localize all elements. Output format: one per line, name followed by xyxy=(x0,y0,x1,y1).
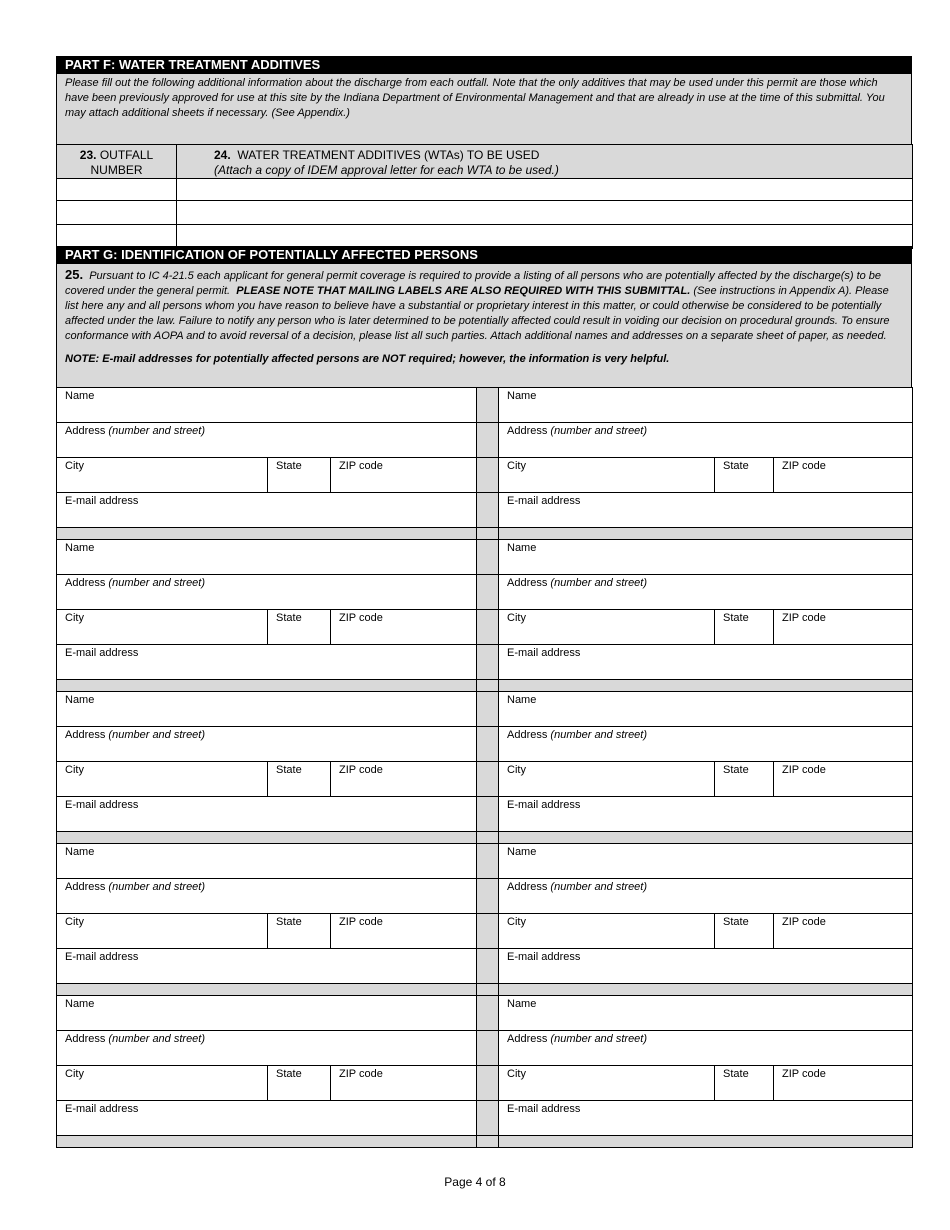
right-city-field[interactable]: City xyxy=(499,1066,715,1101)
left-email-field[interactable]: E-mail address xyxy=(57,493,477,528)
left-city-field[interactable]: City xyxy=(57,914,268,949)
person-separator xyxy=(57,1136,913,1148)
right-address-field[interactable]: Address (number and street) xyxy=(499,1031,913,1066)
person-row-name xyxy=(57,692,913,727)
part-g-section xyxy=(56,246,912,1148)
person-row-name xyxy=(57,388,913,423)
left-city-field[interactable]: City xyxy=(57,458,268,493)
column-divider xyxy=(477,762,499,797)
right-state-field[interactable]: State xyxy=(715,610,774,645)
part-g-header: PART G: IDENTIFICATION OF POTENTIALLY AFFECTED PERSONS xyxy=(56,246,912,264)
column-divider xyxy=(477,914,499,949)
person-separator xyxy=(57,832,913,844)
right-city-field[interactable]: City xyxy=(499,458,715,493)
left-address-field[interactable]: Address (number and street) xyxy=(57,575,477,610)
wta-input[interactable] xyxy=(177,179,913,201)
right-zip-field[interactable]: ZIP code xyxy=(774,914,913,949)
page-number: Page 4 of 8 xyxy=(444,1175,506,1189)
column-divider xyxy=(477,879,499,914)
right-zip-field[interactable]: ZIP code xyxy=(774,458,913,493)
person-separator xyxy=(57,680,913,692)
part-f-header: PART F: WATER TREATMENT ADDITIVES xyxy=(56,56,912,74)
left-zip-field[interactable]: ZIP code xyxy=(331,1066,477,1101)
affected-persons-table xyxy=(56,387,913,1148)
left-address-field[interactable]: Address (number and street) xyxy=(57,1031,477,1066)
right-name-field[interactable]: Name xyxy=(499,540,913,575)
person-row-address xyxy=(57,575,913,610)
right-zip-field[interactable]: ZIP code xyxy=(774,1066,913,1101)
left-state-field[interactable]: State xyxy=(268,610,331,645)
right-city-field[interactable]: City xyxy=(499,762,715,797)
right-email-field[interactable]: E-mail address xyxy=(499,645,913,680)
person-row-address xyxy=(57,727,913,762)
left-zip-field[interactable]: ZIP code xyxy=(331,610,477,645)
left-city-field[interactable]: City xyxy=(57,762,268,797)
left-zip-field[interactable]: ZIP code xyxy=(331,914,477,949)
right-city-field[interactable]: City xyxy=(499,610,715,645)
left-address-field[interactable]: Address (number and street) xyxy=(57,727,477,762)
person-row-email xyxy=(57,645,913,680)
column-divider xyxy=(477,493,499,528)
right-address-field[interactable]: Address (number and street) xyxy=(499,727,913,762)
column-divider xyxy=(477,1031,499,1066)
left-address-field[interactable]: Address (number and street) xyxy=(57,423,477,458)
left-name-field[interactable]: Name xyxy=(57,388,477,423)
person-row-city xyxy=(57,458,913,493)
right-name-field[interactable]: Name xyxy=(499,844,913,879)
outfall-number-input[interactable] xyxy=(57,201,177,225)
right-city-field[interactable]: City xyxy=(499,914,715,949)
right-zip-field[interactable]: ZIP code xyxy=(774,762,913,797)
right-email-field[interactable]: E-mail address xyxy=(499,493,913,528)
column-divider xyxy=(477,727,499,762)
right-address-field[interactable]: Address (number and street) xyxy=(499,423,913,458)
column-divider xyxy=(477,423,499,458)
right-zip-field[interactable]: ZIP code xyxy=(774,610,913,645)
left-state-field[interactable]: State xyxy=(268,1066,331,1101)
left-email-field[interactable]: E-mail address xyxy=(57,645,477,680)
person-row-email xyxy=(57,949,913,984)
wta-input[interactable] xyxy=(177,225,913,249)
left-name-field[interactable]: Name xyxy=(57,692,477,727)
wta-header: 24. WATER TREATMENT ADDITIVES (WTAs) TO BE USED (Attach a copy of IDEM approval letter for each WTA to be used.) xyxy=(177,145,913,179)
right-address-field[interactable]: Address (number and street) xyxy=(499,575,913,610)
column-divider xyxy=(477,692,499,727)
outfall-number-input[interactable] xyxy=(57,225,177,249)
email-note: NOTE: E-mail addresses for potentially affected persons are NOT required; however, the information is very helpful. xyxy=(65,353,670,365)
right-state-field[interactable]: State xyxy=(715,458,774,493)
left-city-field[interactable]: City xyxy=(57,1066,268,1101)
right-state-field[interactable]: State xyxy=(715,914,774,949)
person-row-name xyxy=(57,540,913,575)
person-separator xyxy=(57,528,913,540)
column-divider xyxy=(477,996,499,1031)
person-row-name xyxy=(57,844,913,879)
wta-table xyxy=(56,144,913,249)
left-name-field[interactable]: Name xyxy=(57,540,477,575)
column-divider xyxy=(477,388,499,423)
left-state-field[interactable]: State xyxy=(268,914,331,949)
left-email-field[interactable]: E-mail address xyxy=(57,949,477,984)
person-row-city xyxy=(57,914,913,949)
right-name-field[interactable]: Name xyxy=(499,996,913,1031)
person-row-address xyxy=(57,879,913,914)
person-row-address xyxy=(57,423,913,458)
left-name-field[interactable]: Name xyxy=(57,996,477,1031)
person-row-city xyxy=(57,610,913,645)
column-divider xyxy=(477,1066,499,1101)
part-f-section xyxy=(56,56,912,249)
column-divider xyxy=(477,458,499,493)
column-divider xyxy=(477,645,499,680)
right-email-field[interactable]: E-mail address xyxy=(499,797,913,832)
right-name-field[interactable]: Name xyxy=(499,692,913,727)
person-row-city xyxy=(57,762,913,797)
person-separator xyxy=(57,984,913,996)
column-divider xyxy=(477,540,499,575)
person-row-address xyxy=(57,1031,913,1066)
person-row-email xyxy=(57,493,913,528)
column-divider xyxy=(477,949,499,984)
part-f-intro: Please fill out the following additional information about the discharge from each outfall. Note that the only additives that may be used under this permit are those which have been previously approved for use at this site by the Indiana Department of Environmental Management and that are already in use at the time of this submittal. You may attach additional sheets if necessary. (See Appendix.) xyxy=(56,74,912,144)
part-g-intro: 25. Pursuant to IC 4-21.5 each applicant for general permit coverage is required to provide a listing of all persons who are potentially affected by the discharge(s) to be covered under the general permit. PLEASE NOTE THAT MAILING LABELS ARE ALSO REQUIRED WITH THIS SUBMITTAL. (See instructions in Appendix A). Please list here any and all persons whom you have reason to believe have a substantial or proprietary interest in this matter, or could otherwise be considered to be potentially affected under the law. Failure to notify any person who is later determined to be potentially affected could result in voiding our decision on procedural grounds. To ensure conformance with AOPA and to avoid reversal of a decision, please list all such parties. Attach additional names and addresses on a separate sheet of paper, as needed. NOTE: E-mail addresses for potentially affected persons are NOT required; however, the information is very helpful. xyxy=(56,264,912,387)
right-email-field[interactable]: E-mail address xyxy=(499,949,913,984)
left-state-field[interactable]: State xyxy=(268,458,331,493)
left-email-field[interactable]: E-mail address xyxy=(57,797,477,832)
right-state-field[interactable]: State xyxy=(715,762,774,797)
left-zip-field[interactable]: ZIP code xyxy=(331,762,477,797)
right-name-field[interactable]: Name xyxy=(499,388,913,423)
left-address-field[interactable]: Address (number and street) xyxy=(57,879,477,914)
column-divider xyxy=(477,1101,499,1136)
person-row-email xyxy=(57,797,913,832)
left-state-field[interactable]: State xyxy=(268,762,331,797)
right-email-field[interactable]: E-mail address xyxy=(499,1101,913,1136)
wta-input[interactable] xyxy=(177,201,913,225)
left-zip-field[interactable]: ZIP code xyxy=(331,458,477,493)
left-email-field[interactable]: E-mail address xyxy=(57,1101,477,1136)
person-row-email xyxy=(57,1101,913,1136)
person-row-city xyxy=(57,1066,913,1101)
column-divider xyxy=(477,844,499,879)
column-divider xyxy=(477,797,499,832)
person-row-name xyxy=(57,996,913,1031)
left-name-field[interactable]: Name xyxy=(57,844,477,879)
right-state-field[interactable]: State xyxy=(715,1066,774,1101)
column-divider xyxy=(477,610,499,645)
column-divider xyxy=(477,575,499,610)
right-address-field[interactable]: Address (number and street) xyxy=(499,879,913,914)
outfall-number-input[interactable] xyxy=(57,179,177,201)
outfall-number-header: 23. OUTFALL NUMBER xyxy=(57,145,177,179)
left-city-field[interactable]: City xyxy=(57,610,268,645)
